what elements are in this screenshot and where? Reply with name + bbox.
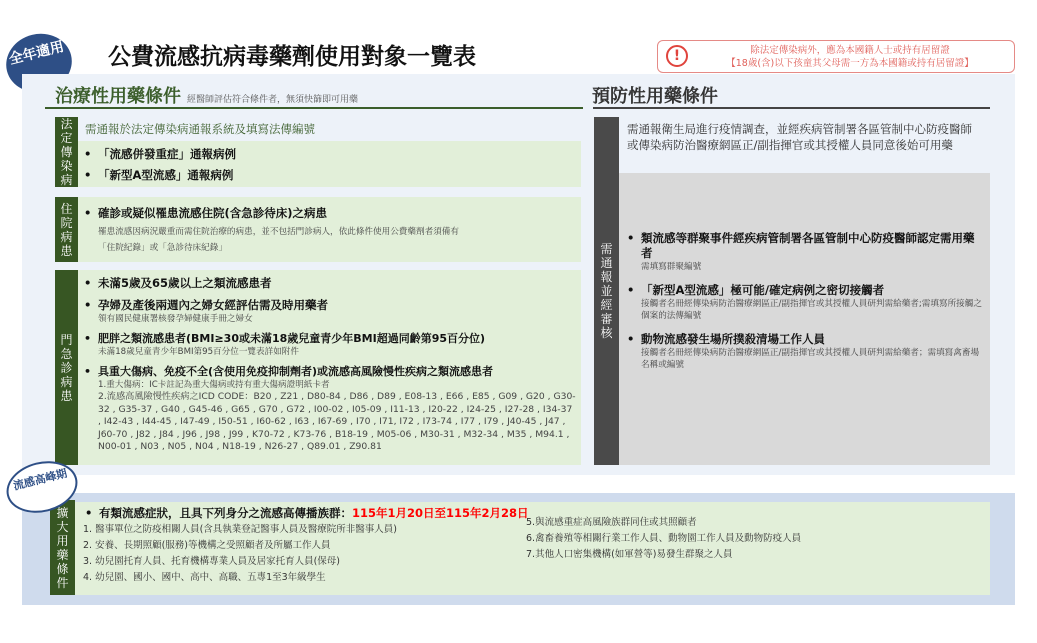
note: 「住院紀錄」或「急診待床紀錄」 [98,243,227,253]
note: 領有國民健康署核發孕婦健康手冊之婦女 [98,314,253,324]
list-item: • 動物流感發生場所撲殺清場工作人員 [625,332,984,347]
list-item: 7.其他人口密集機構(如軍營等)易發生群聚之人員 [526,549,733,560]
treatment-heading: 治療性用藥條件 經醫師評估符合條件者，無須快篩即可用藥 [55,86,359,107]
section-body [75,502,990,595]
section-body [619,173,990,465]
list-item: • 「新型A型流感」通報病例 [82,168,581,183]
page-title: 公費流感抗病毒藥劑使用對象一覽表 [108,44,476,70]
list-item: 5.與流感重症高風險族群同住或其照顧者 [526,517,697,528]
list-item: 6.禽畜養殖等相關行業工作人員、動物園工作人員及動物防疫人員 [526,533,802,544]
list-item: • 「新型A型流感」極可能/確定病例之密切接觸者 [625,283,984,298]
section-body [78,141,581,187]
exclamation-icon: ! [666,45,688,67]
list-item: 1. 醫事單位之防疫相關人員(含具執業登記醫事人員及醫療院所非醫事人員) [83,524,397,535]
peak-season-badge: 流感高峰期 [1,454,83,520]
section-label: 門急診病患 [55,270,78,465]
note: 接觸者名冊經傳染病防治醫療網區正/副指揮官或其授權人員研判需給藥者;需填寫所接觸之個案的法傳編號 [641,299,982,321]
list-item: 4. 幼兒園、國小、國中、高中、高職、五專1至3年級學生 [83,572,326,583]
expanded-header: • 有類流感症狀，且具下列身分之流感高傳播族群：115年1月20日至115年2月28日 [83,506,982,521]
section-header: 需通報衛生局進行疫情調查，並經疾病管制署各區管制中心防疫醫師或傳染病防治醫療網區正/副指揮官或其授權人員同意後始可用藥 [627,122,972,152]
notice-line: 【18歲(含)以下孩童其父母需一方為本國籍或持有居留證】 [726,58,974,69]
list-item: 3. 幼兒園托育人員、托育機構專業人員及居家托育人員(保母) [83,556,340,567]
year-round-badge: 全年適用 [0,27,78,99]
section-body [78,270,581,465]
list-item: • 確診或疑似罹患流感住院(含急診待床)之病患 [82,206,577,221]
list-item: 2. 安養、長期照顧(服務)等機構之受照顧者及所屬工作人員 [83,540,331,551]
prevention-heading: 預防性用藥條件 [592,86,718,107]
section-label: 需通報並經審核 [594,117,619,465]
list-item: • 肥胖之類流感患者(BMI≥30或未滿18歲兒童青少年BMI超過同齡第95百分位) [82,331,577,346]
divider [45,107,583,109]
section-header: 需通報於法定傳染病通報系統及填寫法傳編號 [85,122,315,136]
section-label: 住院病患 [55,197,78,262]
note: 1.重大傷病：IC卡註記為重大傷病或持有重大傷病證明紙卡者 [98,380,330,390]
divider [593,107,990,109]
note: 接觸者名冊經傳染病防治醫療網區正/副指揮官或其授權人員研判需給藥者；需填寫禽畜場名稱或編號 [641,348,980,370]
list-item: • 孕婦及產後兩週內之婦女經評估需及時用藥者 [82,298,577,313]
treatment-subtitle: 經醫師評估符合條件者，無須快篩即可用藥 [187,95,359,105]
section-body [78,197,581,262]
section-label: 擴大用藥條件 [50,500,75,595]
icd-codes: 2.流感高風險慢性疾病之ICD CODE：B20 , Z21 , D80-84 , D86 , D89 , E08-13 , E66 , E85 , G09 , G20 , G30-32 , G35-37 , G40 , G45-46 , G65 , G70 , G72 , I00-02 , I05-09 , I11-13 , I20-22 , I24-25 , I27-28 , I34-37 , I42-43 , I44-45 , I47-49 , I50-51 , I60-62 , I63 , I67-69 , I70 , I71, I72 , I73-74 , I77 , I79 , J40-45 , J47 , J60-70 , J82 , J84 , J96 , J98 , J99 , K70-72 , K73-76 , B18-19 , M05-06 , M30-31 , M32-34 , M35 , M94.1 , N00-01 , N03 , N05 , N04 , N18-19 , N26-27 , Q89.01 , Z90.81 [98,391,576,452]
list-item: • 未滿5歲及65歲以上之類流感患者 [82,276,577,291]
list-item: • 具重大傷病、免疫不全(含使用免疫抑制劑者)或流感高風險慢性疾病之類流感患者 [82,364,577,379]
list-item: • 類流感等群聚事件經疾病管制署各區管制中心防疫醫師認定需用藥者 [625,231,984,261]
section-label: 法定傳染病 [55,117,78,187]
note: 罹患流感因病況嚴重而需住院治療的病患，並不包括門診病人，依此條件使用公費藥劑者須備有 [98,227,459,237]
nationality-notice [657,40,1015,73]
notice-line: 除法定傳染病外，應為本國籍人士或持有居留證 [750,45,950,56]
note: 需填寫群聚編號 [641,262,702,272]
period: 115年1月20日至115年2月28日 [352,506,529,520]
list-item: • 「流感併發重症」通報病例 [82,147,581,162]
note: 未滿18歲兒童青少年BMI第95百分位一覽表詳如附件 [98,347,299,357]
